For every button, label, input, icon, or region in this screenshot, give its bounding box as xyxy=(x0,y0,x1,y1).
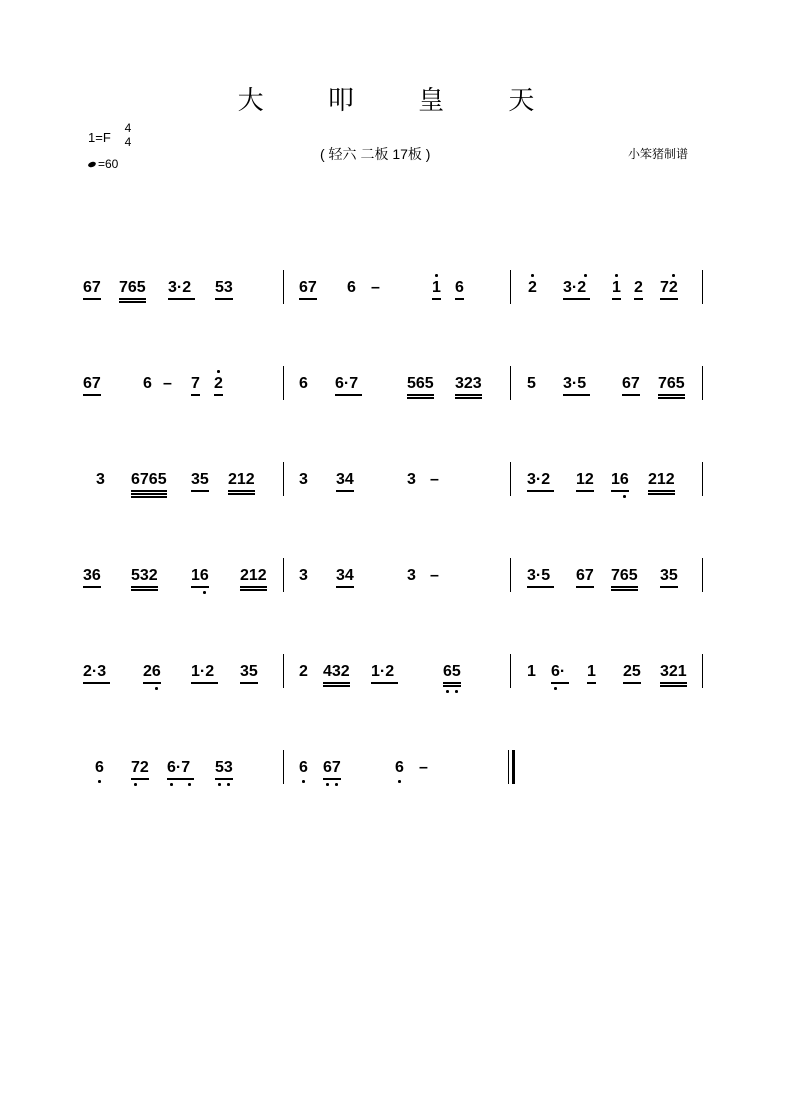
rhythm-underline xyxy=(167,778,194,780)
barline xyxy=(283,558,284,592)
subtitle: ( 轻六 二板 17板 ) xyxy=(320,146,431,162)
note-group: 765 xyxy=(611,567,638,584)
rhythm-underline xyxy=(131,589,158,591)
rhythm-underline xyxy=(336,490,354,492)
score-line xyxy=(0,566,790,606)
rhythm-underline xyxy=(83,298,101,300)
note-group: 6 xyxy=(347,279,356,296)
rhythm-underline xyxy=(119,301,146,303)
rhythm-underline xyxy=(660,685,687,687)
rhythm-underline xyxy=(299,298,317,300)
note-group: 25 xyxy=(623,663,641,680)
note-group: 765 xyxy=(658,375,685,392)
final-barline xyxy=(508,750,509,784)
rhythm-underline xyxy=(622,394,640,396)
note-group: 53 xyxy=(215,279,233,296)
score-title: 大 叩 皇 天 xyxy=(237,86,563,116)
barline xyxy=(283,654,284,688)
rhythm-underline xyxy=(658,394,685,396)
tempo-marking xyxy=(88,157,118,171)
note-group: – xyxy=(419,759,428,776)
note-group: 3·2 xyxy=(527,471,551,488)
note-group: 765 xyxy=(119,279,146,296)
rhythm-underline xyxy=(527,586,554,588)
note-group: 1 xyxy=(612,279,621,296)
octave-dot-above xyxy=(217,370,220,373)
rhythm-underline xyxy=(660,298,678,300)
rhythm-underline xyxy=(131,496,167,498)
note-group: 53 xyxy=(215,759,233,776)
octave-dot-below xyxy=(455,690,458,693)
barline xyxy=(283,750,284,784)
note-group: 6 xyxy=(95,759,104,776)
octave-dot-below xyxy=(335,783,338,786)
note-group: 6 xyxy=(143,375,152,392)
octave-dot-above xyxy=(584,274,587,277)
note-group: 3·2 xyxy=(168,279,192,296)
octave-dot-below xyxy=(218,783,221,786)
rhythm-underline xyxy=(143,682,161,684)
rhythm-underline xyxy=(240,586,267,588)
note-group: 6 xyxy=(395,759,404,776)
octave-dot-above xyxy=(531,274,534,277)
rhythm-underline xyxy=(119,298,146,300)
rhythm-underline xyxy=(335,394,362,396)
note-group: 67 xyxy=(622,375,640,392)
rhythm-underline xyxy=(131,490,167,492)
note-group: 432 xyxy=(323,663,350,680)
rhythm-underline xyxy=(576,490,594,492)
octave-dot-below xyxy=(227,783,230,786)
rhythm-underline xyxy=(623,682,641,684)
barline xyxy=(702,270,703,304)
score-line xyxy=(0,758,790,798)
note-group: 67 xyxy=(299,279,317,296)
octave-dot-below xyxy=(188,783,191,786)
barline xyxy=(283,366,284,400)
rhythm-underline xyxy=(191,394,200,396)
note-group: 2 xyxy=(634,279,643,296)
note-group: 2·3 xyxy=(83,663,107,680)
note-group: 3 xyxy=(299,567,308,584)
note-group: – xyxy=(430,471,439,488)
tempo-value: =60 xyxy=(98,157,119,171)
score-line xyxy=(0,662,790,702)
note-group: 72 xyxy=(131,759,149,776)
rhythm-underline xyxy=(612,298,621,300)
score-line xyxy=(0,470,790,510)
note-group: 3·5 xyxy=(527,567,551,584)
note-group: 2 xyxy=(528,279,537,296)
arranger-credit: 小笨猪制谱 xyxy=(628,147,689,161)
note-group: 26 xyxy=(143,663,161,680)
note-group: 1·2 xyxy=(191,663,215,680)
octave-dot-below xyxy=(155,687,158,690)
note-group: 3 xyxy=(96,471,105,488)
barline xyxy=(510,270,511,304)
note-group: 16 xyxy=(191,567,209,584)
rhythm-underline xyxy=(660,586,678,588)
rhythm-underline xyxy=(323,685,350,687)
barline xyxy=(702,654,703,688)
note-group: 6 xyxy=(455,279,464,296)
rhythm-underline xyxy=(658,397,685,399)
note-group: 2 xyxy=(299,663,308,680)
rhythm-underline xyxy=(371,682,398,684)
rhythm-underline xyxy=(527,490,554,492)
rhythm-underline xyxy=(660,682,687,684)
note-group: 212 xyxy=(648,471,675,488)
note-group: 3·2 xyxy=(563,279,587,296)
note-group: 323 xyxy=(455,375,482,392)
rhythm-underline xyxy=(228,493,255,495)
rhythm-underline xyxy=(443,685,461,687)
barline xyxy=(283,462,284,496)
note-group: 36 xyxy=(83,567,101,584)
score-line xyxy=(0,374,790,414)
barline xyxy=(510,654,511,688)
score-line xyxy=(0,278,790,318)
time-signature xyxy=(122,121,134,149)
rhythm-underline xyxy=(455,397,482,399)
barline xyxy=(510,558,511,592)
note-group: 72 xyxy=(660,279,678,296)
time-signature-top: 4 xyxy=(124,121,132,135)
note-group: 565 xyxy=(407,375,434,392)
note-group: – xyxy=(430,567,439,584)
rhythm-underline xyxy=(323,778,341,780)
final-barline xyxy=(512,750,515,784)
rhythm-underline xyxy=(131,778,149,780)
note-group: 67 xyxy=(323,759,341,776)
rhythm-underline xyxy=(634,298,643,300)
rhythm-underline xyxy=(323,682,350,684)
octave-dot-above xyxy=(435,274,438,277)
note-group: 3 xyxy=(407,567,416,584)
rhythm-underline xyxy=(432,298,441,300)
rhythm-underline xyxy=(131,586,158,588)
note-group: 6·7 xyxy=(167,759,191,776)
octave-dot-below xyxy=(398,780,401,783)
note-group: 1 xyxy=(432,279,441,296)
note-group: 67 xyxy=(576,567,594,584)
quarter-note-icon xyxy=(87,161,96,168)
note-group: 67 xyxy=(83,279,101,296)
note-group: 12 xyxy=(576,471,594,488)
octave-dot-below xyxy=(98,780,101,783)
note-group: 35 xyxy=(191,471,209,488)
barline xyxy=(702,366,703,400)
rhythm-underline xyxy=(443,682,461,684)
octave-dot-below xyxy=(170,783,173,786)
rhythm-underline xyxy=(168,298,195,300)
barline xyxy=(702,462,703,496)
rhythm-underline xyxy=(83,394,101,396)
octave-dot-above xyxy=(672,274,675,277)
rhythm-underline xyxy=(215,298,233,300)
octave-dot-below xyxy=(623,495,626,498)
octave-dot-below xyxy=(554,687,557,690)
rhythm-underline xyxy=(576,586,594,588)
note-group: 212 xyxy=(228,471,255,488)
note-group: 6765 xyxy=(131,471,167,488)
note-group: – xyxy=(371,279,380,296)
note-group: 1 xyxy=(587,663,596,680)
rhythm-underline xyxy=(611,589,638,591)
note-group: 6· xyxy=(551,663,566,680)
rhythm-underline xyxy=(83,586,101,588)
note-group: 6·7 xyxy=(335,375,359,392)
note-group: 321 xyxy=(660,663,687,680)
barline xyxy=(510,462,511,496)
note-group: 35 xyxy=(240,663,258,680)
key-signature: 1=F xyxy=(88,130,111,145)
note-group: 212 xyxy=(240,567,267,584)
rhythm-underline xyxy=(563,394,590,396)
note-group: 3 xyxy=(299,471,308,488)
rhythm-underline xyxy=(240,682,258,684)
note-group: 34 xyxy=(336,567,354,584)
rhythm-underline xyxy=(214,394,223,396)
rhythm-underline xyxy=(648,490,675,492)
note-group: 532 xyxy=(131,567,158,584)
note-group: 7 xyxy=(191,375,200,392)
barline xyxy=(702,558,703,592)
note-group: 65 xyxy=(443,663,461,680)
note-group: 6 xyxy=(299,759,308,776)
barline xyxy=(510,366,511,400)
rhythm-underline xyxy=(83,682,110,684)
octave-dot-below xyxy=(203,591,206,594)
note-group: 5 xyxy=(527,375,536,392)
rhythm-underline xyxy=(228,490,255,492)
note-group: 3·5 xyxy=(563,375,587,392)
rhythm-underline xyxy=(240,589,267,591)
rhythm-underline xyxy=(587,682,596,684)
rhythm-underline xyxy=(611,586,638,588)
rhythm-underline xyxy=(336,586,354,588)
rhythm-underline xyxy=(563,298,590,300)
barline xyxy=(283,270,284,304)
note-group: 16 xyxy=(611,471,629,488)
note-group: 3 xyxy=(407,471,416,488)
note-group: 2 xyxy=(214,375,223,392)
note-group: 67 xyxy=(83,375,101,392)
note-group: 34 xyxy=(336,471,354,488)
rhythm-underline xyxy=(455,298,464,300)
rhythm-underline xyxy=(455,394,482,396)
rhythm-underline xyxy=(191,682,218,684)
rhythm-underline xyxy=(407,397,434,399)
note-group: 6 xyxy=(299,375,308,392)
octave-dot-below xyxy=(326,783,329,786)
time-signature-bottom: 4 xyxy=(124,135,132,149)
rhythm-underline xyxy=(611,490,629,492)
octave-dot-below xyxy=(134,783,137,786)
octave-dot-below xyxy=(302,780,305,783)
rhythm-underline xyxy=(215,778,233,780)
note-group: 1 xyxy=(527,663,536,680)
rhythm-underline xyxy=(648,493,675,495)
note-group: – xyxy=(163,375,172,392)
rhythm-underline xyxy=(191,586,209,588)
octave-dot-above xyxy=(615,274,618,277)
rhythm-underline xyxy=(407,394,434,396)
rhythm-underline xyxy=(551,682,569,684)
rhythm-underline xyxy=(131,493,167,495)
note-group: 35 xyxy=(660,567,678,584)
octave-dot-below xyxy=(446,690,449,693)
rhythm-underline xyxy=(191,490,209,492)
note-group: 1·2 xyxy=(371,663,395,680)
